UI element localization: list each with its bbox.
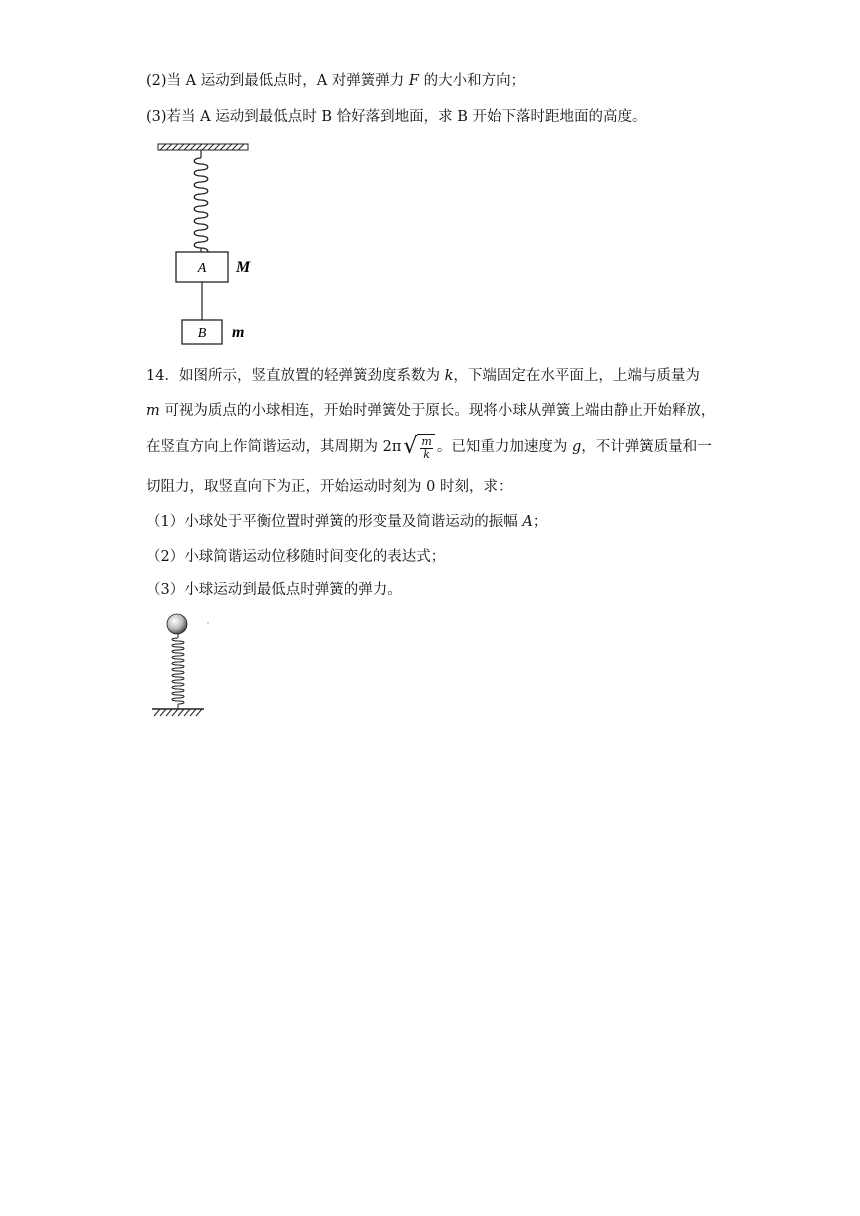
q14-line3-suffix: ，不计弹簧质量和一 <box>581 439 712 455</box>
q14-part1-suffix: ； <box>532 514 548 530</box>
q13-part2-var: F <box>408 73 419 89</box>
q14-var-k: k <box>444 368 454 384</box>
q14-part1 <box>146 512 547 532</box>
mass-small-m-label: m <box>232 324 245 341</box>
q14-line3-mid: 。已知重力加速度为 <box>436 439 572 455</box>
q13-part2-prefix: (2)当 A 运动到最低点时，A 对弹簧弹力 <box>146 73 409 89</box>
fraction <box>417 434 434 461</box>
q14-line1-suffix: ，下端固定在水平面上，上端与质量为 <box>453 368 700 384</box>
sqrt-formula <box>403 433 434 461</box>
q14-var-g: g <box>571 439 582 455</box>
ground-hatch <box>154 709 202 716</box>
q14-part3: （3）小球运动到最低点时弹簧的弹力。 <box>146 582 402 598</box>
spring-coil <box>194 158 208 260</box>
q14-line1 <box>146 366 700 386</box>
block-b-label: B <box>197 326 207 341</box>
q14-line2 <box>146 401 715 421</box>
q14-part2: （2）小球简谐运动位移随时间变化的表达式； <box>146 549 446 565</box>
fraction-denominator: k <box>423 447 430 461</box>
radical-sign: √ <box>403 434 418 459</box>
spring-blocks-figure <box>150 140 270 350</box>
mass-m-label: M <box>236 259 251 276</box>
q14-line4: 切阻力，取竖直向下为正，开始运动时刻为 0 时刻，求： <box>146 479 513 495</box>
q13-part2-suffix: 的大小和方向； <box>418 73 526 89</box>
q14-var-m: m <box>146 403 160 419</box>
spring-coil-2 <box>172 638 184 704</box>
period-coef: 2π <box>382 439 402 455</box>
q14-line3 <box>146 433 712 461</box>
q14-line1-prefix: 14．如图所示，竖直放置的轻弹簧劲度系数为 <box>146 368 445 384</box>
ball-spring-figure <box>148 610 218 722</box>
q14-var-a: A <box>522 514 533 530</box>
q14-line2-suffix: 可视为质点的小球相连，开始时弹簧处于原长。现将小球从弹簧上端由静止开始释放， <box>159 403 716 419</box>
block-a-label: A <box>197 261 207 276</box>
ball <box>167 614 187 634</box>
q14-part1-prefix: （1）小球处于平衡位置时弹簧的形变量及简谐运动的振幅 <box>146 514 523 530</box>
q13-part3: (3)若当 A 运动到最低点时 B 恰好落到地面，求 B 开始下落时距地面的高度。 <box>146 109 647 125</box>
fraction-numerator: m <box>421 434 432 448</box>
q13-part2 <box>146 71 525 91</box>
q14-line3-prefix: 在竖直方向上作简谐运动，其周期为 <box>146 439 383 455</box>
